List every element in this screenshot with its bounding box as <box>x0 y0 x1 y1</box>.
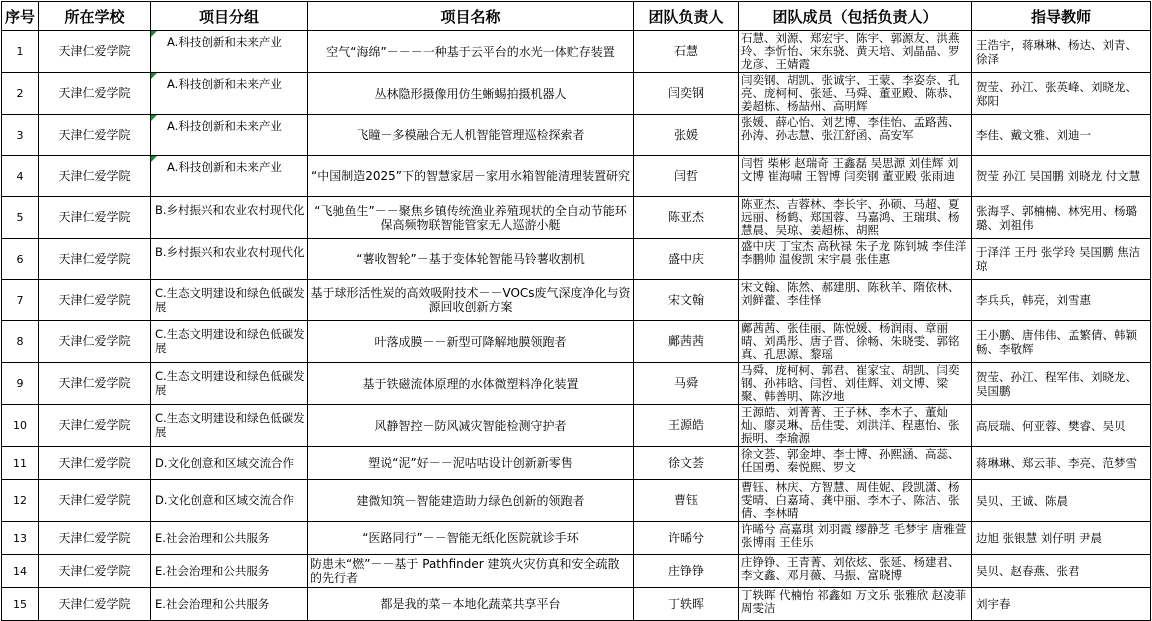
cell-members: 宋文翰、陈然、郝建朋、陈秋羊、隋依林、刘鲜藿、李佳怿 <box>739 280 972 321</box>
cell-no: 2 <box>2 73 39 115</box>
group-text: A.科技创新和未来产业 <box>167 160 282 174</box>
cell-advisor: 刘宇春 <box>972 588 1151 621</box>
cell-school: 天津仁爱学院 <box>39 363 151 405</box>
cell-members: 鄺茜茜、张佳丽、陈悦媛、杨润雨、章丽晴、刘禹彤、唐子晋、徐畅、朱晓雯、郭铭真、孔思源、黎瑶 <box>739 321 972 363</box>
cell-project-name: 空气“海绵”－－－一种基于云平台的水光一体贮存装置 <box>308 31 634 73</box>
cell-advisor: 高辰瑞、何亚蓉、樊睿、吴贝 <box>972 405 1151 447</box>
table-row <box>2 321 1151 363</box>
table-row <box>2 115 1151 156</box>
cell-group: E.社会治理和公共服务 <box>151 588 308 621</box>
cell-school: 天津仁爱学院 <box>39 588 151 621</box>
cell-school: 天津仁爱学院 <box>39 156 151 197</box>
header-members: 团队成员（包括负责人） <box>739 2 972 31</box>
cell-no: 1 <box>2 31 39 73</box>
cell-leader: 鄺茜茜 <box>634 321 739 363</box>
cell-members: 王源皓、刘菁菁、王子林、李木子、董灿灿、廖灵琳、岳佳雯、刘洪洋、程惠怡、张振明、李瑜源 <box>739 405 972 447</box>
cell-advisor: 贺莹、孙江、张英峰、刘晓龙、郑阳 <box>972 73 1151 115</box>
cell-advisor: 李佳、戴文雅、刘迪一 <box>972 115 1151 156</box>
cell-group <box>151 31 308 73</box>
cell-members: 马舜、庞柯柯、郭君、崔家宝、胡凯、闫奕钢、孙祎晗、闫哲、刘佳辉、刘文博、梁聚、韩善明、陈汐地 <box>739 363 972 405</box>
cell-no: 7 <box>2 280 39 321</box>
cell-project-name: “医路同行”－－智能无纸化医院就诊手环 <box>308 522 634 555</box>
table-row <box>2 73 1151 115</box>
cell-no: 14 <box>2 555 39 588</box>
cell-school: 天津仁爱学院 <box>39 555 151 588</box>
cell-members: 闫哲 柴彬 赵瑞奇 王鑫磊 吴思源 刘佳辉 刘文博 崔海啸 王智博 闫奕钢 董亚殿 张雨迪 <box>739 156 972 197</box>
cell-project-name: 防患未“燃”－－基于 Pathfinder 建筑火灾仿真和安全疏散的先行者 <box>308 555 634 588</box>
header-project-name: 项目名称 <box>308 2 634 31</box>
table-row <box>2 405 1151 447</box>
cell-project-name: 叶落成膜－－新型可降解地膜领跑者 <box>308 321 634 363</box>
cell-no: 4 <box>2 156 39 197</box>
cell-project-name: “薯收智轮”－基于变体轮智能马铃薯收割机 <box>308 239 634 280</box>
cell-project-name: 丛林隐形摄像用仿生蜥蜴拍摄机器人 <box>308 73 634 115</box>
cell-school: 天津仁爱学院 <box>39 321 151 363</box>
cell-no: 3 <box>2 115 39 156</box>
cell-leader: 丁轶晖 <box>634 588 739 621</box>
cell-no: 9 <box>2 363 39 405</box>
cell-school: 天津仁爱学院 <box>39 239 151 280</box>
cell-advisor: 李兵兵，韩亮，刘雪惠 <box>972 280 1151 321</box>
cell-school: 天津仁爱学院 <box>39 73 151 115</box>
cell-group: E.社会治理和公共服务 <box>151 555 308 588</box>
cell-project-name: 基于球形活性炭的高效吸附技术－－VOCs废气深度净化与资源回收创新方案 <box>308 280 634 321</box>
cell-group: C.生态文明建设和绿色低碳发展 <box>151 363 308 405</box>
cell-members: 徐文荟、郭金坤、李士博、孙熙涵、高蕊、任国勇、秦悦熙、罗文 <box>739 447 972 480</box>
cell-no: 5 <box>2 197 39 239</box>
table-row <box>2 522 1151 555</box>
cell-group: C.生态文明建设和绿色低碳发展 <box>151 405 308 447</box>
cell-project-name: “飞驰鱼生”－－聚焦乡镇传统渔业养殖现状的全自动节能环保高频物联智能管家无人巡游小艇 <box>308 197 634 239</box>
cell-leader: 王源皓 <box>634 405 739 447</box>
cell-school: 天津仁爱学院 <box>39 405 151 447</box>
table-row <box>2 555 1151 588</box>
cell-school: 天津仁爱学院 <box>39 280 151 321</box>
cell-no: 8 <box>2 321 39 363</box>
cell-no: 12 <box>2 480 39 522</box>
group-text: A.科技创新和未来产业 <box>167 77 282 91</box>
table-row <box>2 280 1151 321</box>
header-school: 所在学校 <box>39 2 151 31</box>
table-row <box>2 363 1151 405</box>
cell-school: 天津仁爱学院 <box>39 447 151 480</box>
cell-school: 天津仁爱学院 <box>39 480 151 522</box>
cell-project-name: 基于铁磁流体原理的水体微塑料净化装置 <box>308 363 634 405</box>
cell-members: 陈亚杰、吉蓉林、李长宇、孙硕、马超、夏远丽、杨鹤、郑国蓉、马嘉鸿、王瑞琪、杨慧晨、吴琼、姜超栋、胡熙 <box>739 197 972 239</box>
cell-group: B.乡村振兴和农业农村现代化 <box>151 197 308 239</box>
cell-group: C.生态文明建设和绿色低碳发展 <box>151 280 308 321</box>
cell-advisor: 于泽洋 王丹 张学玲 吴国鹏 焦洁琼 <box>972 239 1151 280</box>
header-no: 序号 <box>2 2 39 31</box>
table-row <box>2 480 1151 522</box>
cell-leader: 宋文翰 <box>634 280 739 321</box>
cell-project-name: “中国制造2025”下的智慧家居－家用水箱智能清理装置研究 <box>308 156 634 197</box>
cell-advisor: 王浩宇，蒋琳琳、杨达、刘青、徐泽 <box>972 31 1151 73</box>
comment-marker-icon <box>151 156 157 162</box>
cell-members: 张媛、薛心怡、刘艺博、李佳怡、孟路茜、孙涛、孙志慧、张江舒函、高安军 <box>739 115 972 156</box>
cell-leader: 曹钰 <box>634 480 739 522</box>
cell-members: 盛中庆 丁宝杰 高秋禄 朱子龙 陈钊城 李佳洋 李鹏帅 温俊凯 宋宇晨 张佳惠 <box>739 239 972 280</box>
cell-group: E.社会治理和公共服务 <box>151 522 308 555</box>
cell-members: 闫奕钢、胡凯、张诚宇、王蒙、李姿奈、孔亮、庞柯柯、张延、马舜、董亚殿、陈恭、姜超栋、杨喆州、高明辉 <box>739 73 972 115</box>
cell-group: D.文化创意和区域交流合作 <box>151 480 308 522</box>
cell-no: 11 <box>2 447 39 480</box>
table-row <box>2 588 1151 621</box>
cell-school: 天津仁爱学院 <box>39 522 151 555</box>
cell-leader: 盛中庆 <box>634 239 739 280</box>
cell-no: 10 <box>2 405 39 447</box>
cell-leader: 闫哲 <box>634 156 739 197</box>
cell-project-name: 飞瞳－多模融合无人机智能管理巡检探索者 <box>308 115 634 156</box>
cell-members: 许晞兮 高嘉琪 刘羽霞 缪静芝 毛梦宇 唐雅萱 张博雨 王佳乐 <box>739 522 972 555</box>
cell-leader: 许晞兮 <box>634 522 739 555</box>
table-row <box>2 156 1151 197</box>
cell-group: B.乡村振兴和农业农村现代化 <box>151 239 308 280</box>
cell-group <box>151 115 308 156</box>
table-row <box>2 447 1151 480</box>
cell-advisor: 贺莹、孙江、程军伟、刘晓龙、吴国鹏 <box>972 363 1151 405</box>
comment-marker-icon <box>151 115 157 121</box>
cell-leader: 张媛 <box>634 115 739 156</box>
cell-project-name: 建微知筑－智能建造助力绿色创新的领跑者 <box>308 480 634 522</box>
table-row <box>2 197 1151 239</box>
cell-advisor: 吴贝、王诚、陈晨 <box>972 480 1151 522</box>
table-row <box>2 31 1151 73</box>
cell-leader: 庄铮铮 <box>634 555 739 588</box>
cell-members: 庄铮铮、王青菁、刘依炫、张延、杨建君、李文鑫、邓月薇、马振、富晓博 <box>739 555 972 588</box>
cell-school: 天津仁爱学院 <box>39 197 151 239</box>
project-table <box>1 1 1151 621</box>
cell-project-name: 风静智控－防风减灾智能检测守护者 <box>308 405 634 447</box>
cell-advisor: 蒋琳琳、郑云菲、李亮、范梦雪 <box>972 447 1151 480</box>
group-text: A.科技创新和未来产业 <box>167 35 282 49</box>
cell-leader: 徐文荟 <box>634 447 739 480</box>
header-group: 项目分组 <box>151 2 308 31</box>
cell-advisor: 贺莹 孙江 吴国鹏 刘晓龙 付文慧 <box>972 156 1151 197</box>
cell-leader: 陈亚杰 <box>634 197 739 239</box>
cell-no: 13 <box>2 522 39 555</box>
cell-advisor: 张海孚、郭楠楠、林宪用、杨璐璐、刘祖伟 <box>972 197 1151 239</box>
cell-advisor: 吴贝、赵春燕、张君 <box>972 555 1151 588</box>
cell-school: 天津仁爱学院 <box>39 31 151 73</box>
cell-group <box>151 73 308 115</box>
comment-marker-icon <box>151 31 157 37</box>
cell-leader: 马舜 <box>634 363 739 405</box>
table-header-row <box>2 2 1151 31</box>
cell-group: C.生态文明建设和绿色低碳发展 <box>151 321 308 363</box>
comment-marker-icon <box>151 73 157 79</box>
cell-project-name: 塑说“泥”好－－泥咕咕设计创新新零售 <box>308 447 634 480</box>
cell-advisor: 王小鹏、唐伟伟、孟繁倩、韩颖畅、李敬辉 <box>972 321 1151 363</box>
cell-school: 天津仁爱学院 <box>39 115 151 156</box>
table-row <box>2 239 1151 280</box>
cell-leader: 闫奕钢 <box>634 73 739 115</box>
header-leader: 团队负责人 <box>634 2 739 31</box>
cell-members: 曹钰、林庆、方智慧、周佳妮、段凯潇、杨雯晴、白嘉琦、龚中丽、李木子、陈洁、张倩、李林晴 <box>739 480 972 522</box>
cell-no: 6 <box>2 239 39 280</box>
cell-leader: 石慧 <box>634 31 739 73</box>
header-advisor: 指导教师 <box>972 2 1151 31</box>
cell-project-name: 都是我的菜－本地化蔬菜共享平台 <box>308 588 634 621</box>
cell-group <box>151 156 308 197</box>
cell-members: 丁轶晖 代楠怡 祁鑫如 万文乐 张雅欣 赵凌菲 周雯洁 <box>739 588 972 621</box>
group-text: A.科技创新和未来产业 <box>167 119 282 133</box>
cell-group: D.文化创意和区域交流合作 <box>151 447 308 480</box>
cell-advisor: 边旭 张银慧 刘仔明 尹晨 <box>972 522 1151 555</box>
cell-no: 15 <box>2 588 39 621</box>
cell-members: 石慧、刘源、郑宏宇、陈宇、郭源友、洪燕玲、李忻怡、宋东骁、黄天培、刘晶晶、罗龙彦、王婧霞 <box>739 31 972 73</box>
